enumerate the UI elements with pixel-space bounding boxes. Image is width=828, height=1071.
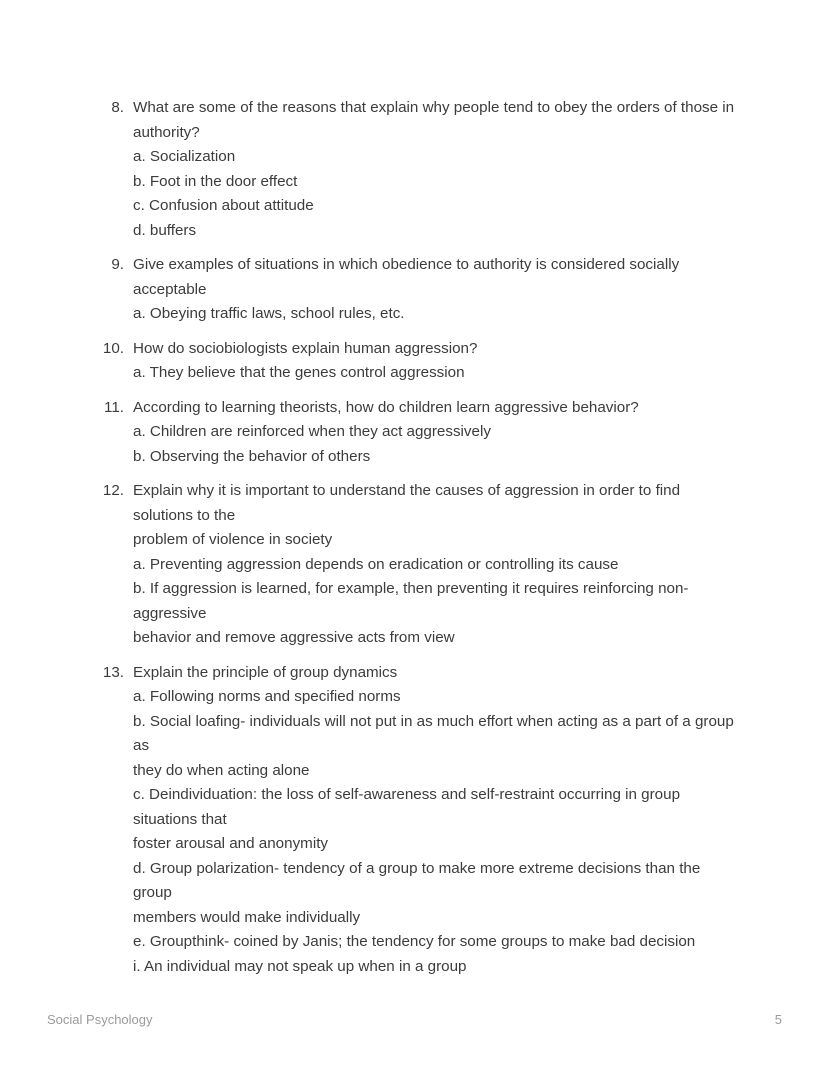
sub-line: a. Preventing aggression depends on eradication or controlling its cause <box>133 555 619 573</box>
sub-line: a. Socialization <box>133 148 236 165</box>
sub-line: e. Groupthink- coined by Janis; the tendency for some groups to make bad decision <box>133 933 696 950</box>
question-text: Give examples of situations in which obedience to authority is considered socially acceptable <box>133 256 680 298</box>
list-item <box>99 96 739 243</box>
list-item <box>99 396 739 470</box>
sub-line: foster arousal and anonymity <box>133 835 329 852</box>
list-item-number: 13. <box>102 663 124 681</box>
sub-line: members would make individually <box>133 908 361 926</box>
list-item <box>99 337 739 386</box>
page-footer <box>47 1011 782 1029</box>
footer-document-title: Social Psychology <box>47 1012 153 1027</box>
list-item-number: 9. <box>111 256 124 273</box>
sub-line: c. Confusion about attitude <box>133 197 314 214</box>
footer-page-number: 5 <box>774 1012 782 1027</box>
list-item-body <box>133 396 739 470</box>
sub-line: a. Children are reinforced when they act aggressively <box>133 423 491 440</box>
list-item-body <box>133 479 739 651</box>
sub-line: a. Following norms and specified norms <box>133 688 401 705</box>
question-list <box>99 96 739 989</box>
question-text: How do sociobiologists explain human aggression? <box>133 339 478 357</box>
sub-line: b. Foot in the door effect <box>133 172 298 190</box>
sub-line: b. Observing the behavior of others <box>133 447 371 465</box>
sub-line: c. Deindividuation: the loss of self-awareness and self-restraint occurring in group situations that <box>133 786 681 828</box>
list-item <box>99 479 739 651</box>
list-item-number: 8. <box>111 99 124 116</box>
list-item-number: 12. <box>102 482 124 499</box>
list-item-number: 10. <box>102 339 124 357</box>
question-text: According to learning theorists, how do children learn aggressive behavior? <box>133 398 639 416</box>
sub-line: a. Obeying traffic laws, school rules, etc. <box>133 305 405 322</box>
sub-line: d. Group polarization- tendency of a group to make more extreme decisions than the group <box>133 859 701 901</box>
list-item-body <box>133 661 739 980</box>
list-item <box>99 661 739 980</box>
sub-line: a. They believe that the genes control aggression <box>133 364 465 381</box>
sub-line: problem of violence in society <box>133 531 333 548</box>
sub-line: they do when acting alone <box>133 761 310 779</box>
list-item-body <box>133 337 739 386</box>
sub-line: i. An individual may not speak up when in a group <box>133 957 467 975</box>
question-text: Explain why it is important to understand the causes of aggression in order to find solutions to the <box>133 482 681 524</box>
list-item-body <box>133 96 739 243</box>
list-item-number: 11. <box>104 398 124 416</box>
list-item <box>99 253 739 327</box>
sub-line: behavior and remove aggressive acts from view <box>133 629 455 646</box>
sub-line: b. Social loafing- individuals will not put in as much effort when acting as a part of a group as <box>133 712 734 754</box>
sub-line: d. buffers <box>133 221 197 239</box>
list-item-body <box>133 253 739 327</box>
question-text: Explain the principle of group dynamics <box>133 663 398 681</box>
sub-line: b. If aggression is learned, for example, then preventing it requires reinforcing non-aggressive <box>133 580 689 622</box>
question-text: What are some of the reasons that explain why people tend to obey the orders of those in authority? <box>133 99 735 141</box>
